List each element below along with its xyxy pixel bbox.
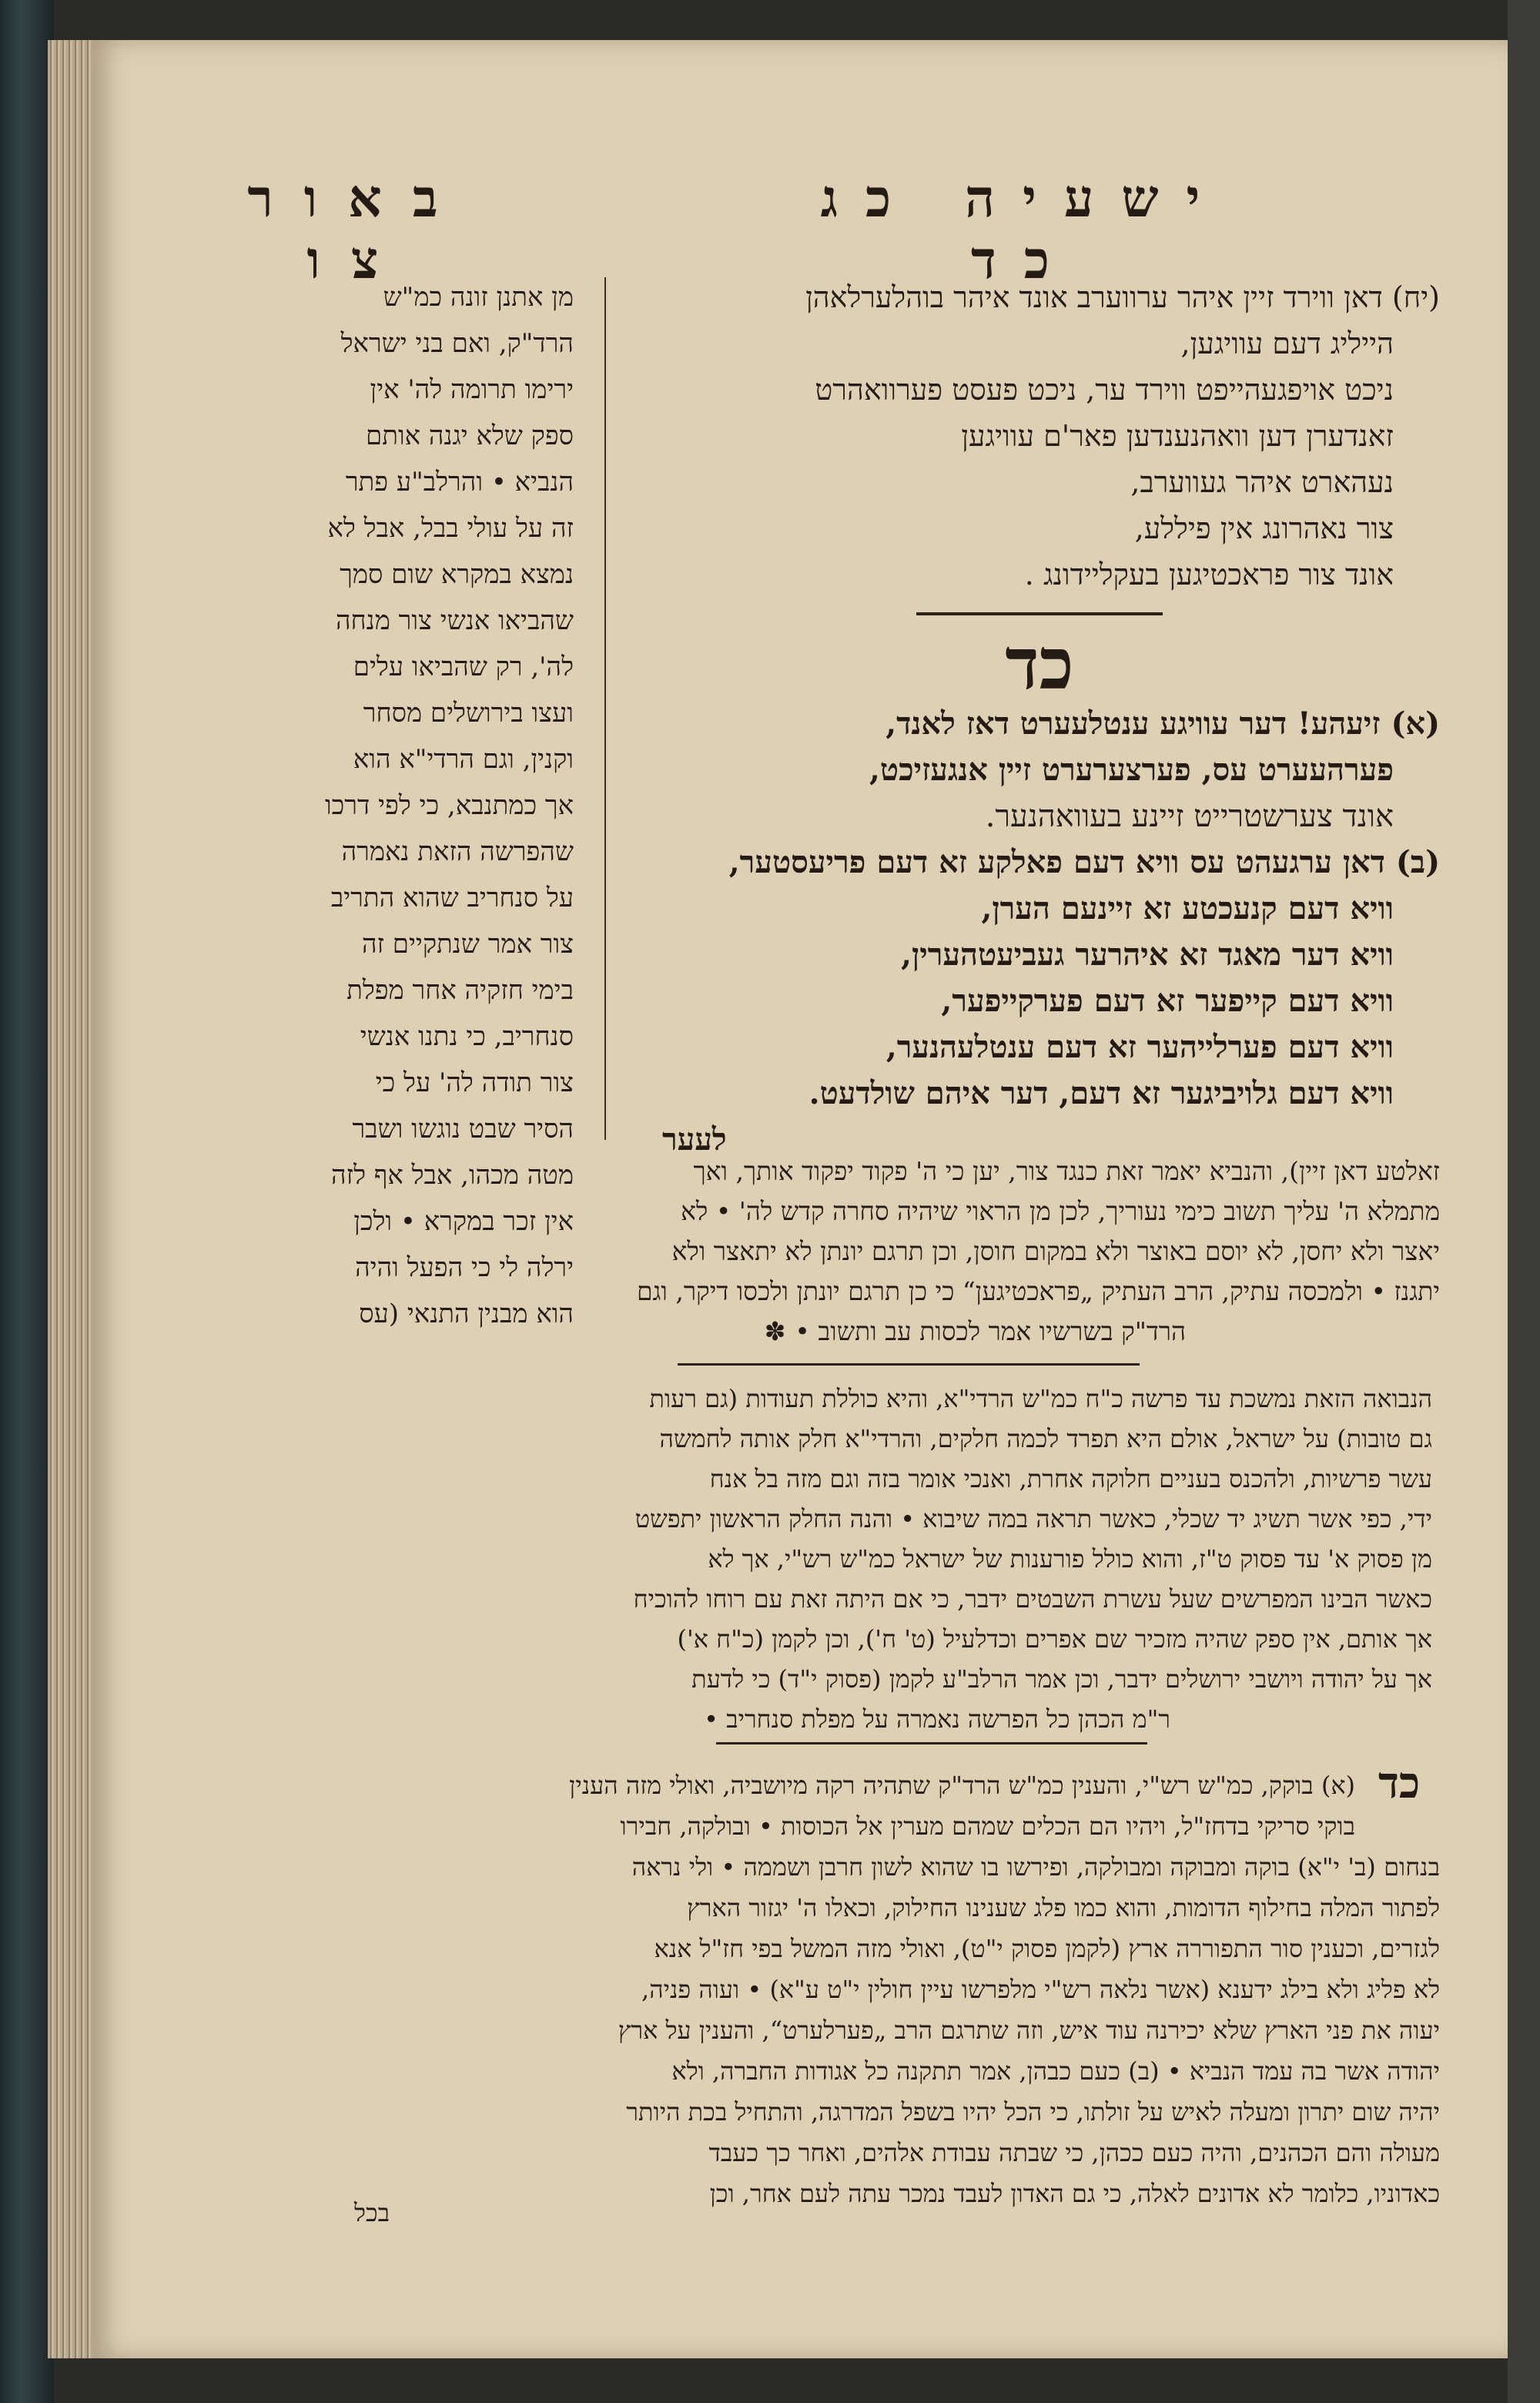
intro-line: הנבואה הזאת נמשכת עד פרשה כ"ח כמ"ש הרדי"א, והיא כוללת תעודות (גם רעות	[649, 1384, 1432, 1413]
verse-line: נעהארט איהר געווערב,	[1130, 465, 1394, 499]
commentary-line: ועצו בירושלים מסחר	[363, 698, 574, 729]
commentary-line: (א) בוקק, כמ"ש רש"י, והענין כמ"ש הרד"ק שתהיה רקה מיושביה, ואולי מזה הענין	[569, 1771, 1355, 1800]
verse-line: (ב) דאן ערגעהט עס וויא דעם פאלקע זא דעם פריעסטער,	[728, 844, 1440, 880]
prophecy-introduction	[331, 1379, 1432, 1739]
verses-1-2	[616, 702, 1440, 1157]
intro-line: ר"מ הכהן כל הפרשה נאמרה על מפלת סנחריב •	[704, 1704, 1170, 1734]
commentary-line: יאצר ולא יחסן, לא יוסם באוצר ולא במקום חוסן, וכן תרגם יונתן לא יתאצר ולא	[671, 1236, 1440, 1266]
commentary-line: לפתור המלה בחילוף הדומות, והוא כמו פלג שענינו החילוק, וכאלו ה' יגזור הארץ	[687, 1893, 1440, 1922]
book-cover	[0, 0, 54, 2403]
commentary-line: צור אמר שנתקיים זה	[361, 929, 574, 960]
intro-line: גם טובות) על ישראל, אולם היא תפרד לכמה חלקים, והרדי"א חלק אותה לחמשה	[659, 1424, 1432, 1453]
verse-line: (יח) דאן ווירד זיין איהר ערווערב אונד איהר בוהלערלאהן	[805, 280, 1440, 314]
commentary-line: צור תודה לה' על כי	[375, 1067, 574, 1098]
commentary-line: הסיר שבט נוגשו ושבר	[352, 1114, 574, 1145]
verse-line: וויא דעם קנעכטע זא זיינעם הערן,	[981, 890, 1394, 927]
commentary-line: מטה מכהו, אבל אף לזה	[331, 1160, 574, 1191]
verse-line: ניכט אויפגעהייפט ווירד ער, ניכט פעסט פערוואהרט	[815, 373, 1394, 407]
commentary-line: שהביאו אנשי צור מנחה	[335, 605, 574, 636]
column-divider	[604, 277, 606, 1140]
commentary-line: על סנחריב שהוא התריב	[330, 883, 574, 913]
verse-line: וויא דעם פערלייהער זא דעם ענטלעהנער,	[886, 1029, 1394, 1065]
commentary-line: לה', רק שהביאו עלים	[353, 652, 574, 682]
commentary-line: זה על עולי בבל, אבל לא	[327, 513, 574, 544]
commentary-line: מתמלא ה' עליך תשוב כימי נעוריך, לכן מן הראוי שיהיה סחרה קדש לה' • לא	[681, 1196, 1440, 1226]
verse-trailing-word: לעער	[662, 1121, 727, 1158]
verse-18	[624, 274, 1440, 598]
commentary-line: זאלטע דאן זיין), והנביא יאמר זאת כנגד צור, יען כי ה' פקוד יפקוד אותך, ואך	[693, 1156, 1440, 1186]
commentary-line: לא פליג ולא בילג ידענא (אשר נלאה רש"י מלפרשו עיין חולין י"ט ע"א) • ועוה פניה,	[641, 1975, 1440, 2004]
verse-line: וויא דעם קייפער זא דעם פערקייפער,	[941, 983, 1394, 1019]
commentary-line: יתגנז • ולמכסה עתיק, הרב העתיק „פראכטיגען“ כי כן תרגם יונתן ולכסו דיקר, וגם	[636, 1276, 1440, 1306]
intro-line: ידי, כפי אשר תשיג יד שכלי, כאשר תראה במה שיבוא • והנה החלק הראשון יתפשט	[634, 1504, 1432, 1533]
verse-line: (א) זיעהע! דער עוויגע ענטלעערט דאז לאנד,	[886, 705, 1440, 742]
commentary-text: הרד"ק בשרשיו אמר לכסות עב ותשוב •	[795, 1316, 1186, 1346]
verse-line: וויא דער מאגד זא איהרער געביעטהערין,	[901, 937, 1394, 973]
intro-line: עשר פרשיות, ולהכנס בעניים חלוקה אחרת, ואנכי אומר בזה וגם מזה בל אנח	[709, 1464, 1432, 1493]
verse-line: וויא דעם גלויביגער זא דעם, דער איהם שולדעט.	[808, 1075, 1394, 1111]
intro-line: אך על יהודה ויושבי ירושלים ידבר, וכן אמר הרלב"ע לקמן (פסוק י"ד) כי לדעת	[691, 1664, 1432, 1694]
chapter-number: כד	[1005, 622, 1074, 705]
catchword: בכל	[354, 2198, 390, 2227]
commentary-line: כאדוניו, כלומר לא אדונים לאלה, כי גם האדון לעבד נמכר עתה לעם אחר, וכן	[709, 2179, 1440, 2208]
commentary-line: הנביא • והרלב"ע פתר	[345, 467, 574, 498]
section-rule	[678, 1363, 1140, 1366]
commentary-line: מעולה והם הכהנים, והיה כעם ככהן, כי שבתה עבודת אלהים, ואחר כך כעבד	[708, 2138, 1440, 2167]
chapter-mark: כד	[1378, 1758, 1421, 1808]
running-header-left: באור צו	[247, 168, 469, 291]
intro-line: אך אותם, אין ספק שהיה מזכיר שם אפרים וכדלעיל (ט' ח'), וכן לקמן (כ"ח א')	[677, 1624, 1432, 1654]
commentary-line: ספק שלא יגנה אותם	[366, 421, 574, 451]
commentary-line: יהיה שום יתרון ומעלה לאיש על זולתו, כי הכל יהיו בשפל המדרגה, והתחיל בכת היותר	[626, 2097, 1440, 2127]
verse-line: אונד צור פראכטיגען בעקליידונג .	[1024, 558, 1394, 592]
commentary-line: יעוה את פני הארץ שלא יכירנה עוד איש, וזה שתרגם הרב „פערלערט“, והענין על ארץ	[618, 2016, 1440, 2045]
commentary-line: הוא מבנין התנאי (עס	[359, 1299, 574, 1329]
verse-line: פערהעערט עס, פערצערערט זיין אנגעזיכט,	[869, 752, 1394, 788]
verse-line: אונד צערשטרייט זיינע בעוואהנער.	[985, 799, 1394, 834]
commentary-line: וקנין, וגם הרדי"א הוא	[353, 744, 574, 775]
section-rule	[916, 612, 1163, 615]
continued-commentary	[285, 1151, 1440, 1352]
ornament-icon: ✽	[764, 1316, 786, 1346]
verse-line: זאנדערן דען וואהנענדען פאר'ם עוויגען	[961, 419, 1394, 453]
commentary-line: סנחריב, כי נתנו אנשי	[360, 1021, 574, 1052]
background-strip	[1508, 0, 1540, 2403]
commentary-line: לגזרים, וכענין סור התפוררה ארץ (לקמן פסוק י"ט), ואולי מזה המשל בפי חז"ל אנא	[654, 1934, 1440, 1963]
intro-line: כאשר הבינו המפרשים שעל עשרת השבטים ידבר, כי אם היתה זאת עם רוחו להוכיח	[633, 1584, 1432, 1614]
running-header-right: ישעיה כג כד	[820, 168, 1228, 291]
commentary-line: יהודה אשר בה עמד הנביא • (ב) כעם כבהן, אמר תתקנה כל אגודות החברה, ולא	[671, 2056, 1440, 2086]
commentary-line: הרד"ק, ואם בני ישראל	[340, 328, 574, 359]
commentary-line: בנחום (ב' י"א) בוקה ומבוקה ומבולקה, ופירשו בו שהוא לשון חרבן ושממה • ולי נראה	[631, 1852, 1440, 1882]
commentary-line: בוקי סריקי בדחז"ל, ויהיו הם הכלים שמהם מערין אל הכוסות • ובולקה, חבירו	[620, 1811, 1355, 1841]
commentary-line: ירלה לי כי הפעל והיה	[355, 1252, 574, 1283]
commentary-line: אין זכר במקרא • ולכן	[353, 1206, 574, 1237]
verse-line: הייליג דעם עוויגען,	[1180, 327, 1394, 360]
commentary-line: בימי חזקיה אחר מפלת	[346, 975, 574, 1006]
commentary-line: נמצא במקרא שום סמך	[340, 559, 574, 590]
section-rule	[716, 1742, 1147, 1744]
commentary-line: מן אתנן זונה כמ"ש	[383, 282, 574, 313]
commentary-line: ירימו תרומה לה' אין	[370, 374, 574, 405]
intro-line: מן פסוק א' עד פסוק ט"ז, והוא כולל פורענות של ישראל כמ"ש רש"י, אך לא	[708, 1544, 1432, 1574]
verse-line: צור נאהרונג אין פיללע,	[1134, 511, 1394, 545]
chapter-24-commentary	[285, 1765, 1440, 2214]
commentary-line	[285, 1312, 1440, 1352]
commentary-line: אך כמתנבא, כי לפי דרכו	[324, 790, 574, 821]
commentary-line: שהפרשה הזאת נאמרה	[341, 836, 574, 867]
